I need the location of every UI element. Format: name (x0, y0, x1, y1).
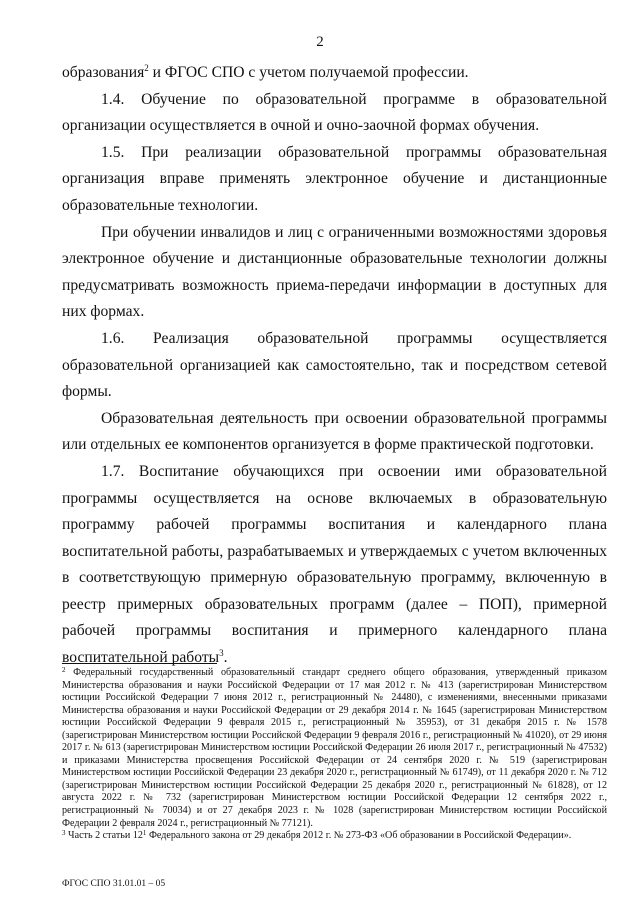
paragraph-1-6: 1.6. Реализация образовательной программы осуществляется образовательной организацией как самостоятельно, так и посредством сетевой формы. (62, 329, 607, 401)
footnote-ref-2[interactable]: 2 (144, 63, 149, 73)
paragraph-1-7 (62, 459, 607, 672)
footnote-2 (62, 667, 607, 830)
paragraph-text: образования (62, 64, 145, 81)
paragraph-1-4: 1.4. Обучение по образовательной программе в образовательной организации осуществляется в очной и очно-заочной формах обучения. (62, 90, 607, 135)
paragraph-disabled-learners: При обучении инвалидов и лиц с ограниченными возможностями здоровья электронное обучение и дистанционные образовательные технологии должны предусматривать возможность приема-передачи информации в доступных для них формах. (62, 223, 607, 321)
footnote-text: Часть 2 статьи 12 (65, 830, 143, 842)
footnote-ref-3[interactable]: 3 (219, 648, 224, 659)
footnote-3 (62, 830, 607, 843)
footnote-text-tail: Федерального закона от 29 декабря 2012 г. № 273-ФЗ «Об образовании в Российской Федерации». (146, 830, 572, 842)
paragraph-1-5: 1.5. При реализации образовательной программы образовательная организация вправе применять электронное обучение и дистанционные образовательные технологии. (62, 143, 607, 214)
paragraph-text-tail: . (223, 649, 228, 667)
body-text (62, 60, 607, 672)
paragraph-text-tail: и ФГОС СПО с учетом получаемой профессии. (148, 64, 469, 81)
footnote-text: Федеральный государственный образовательный стандарт среднего общего образования, утвержденный приказом Министерства образования и науки Российской Федерации от 17 мая 2012 г. № 413 (зарегистрирован Министерством юстиции Российской Федерации 7 июня 2012 г., регистрационный № 24480), с изменениями, внесенными приказами Министерства образования и науки Российской Федерации от 29 декабря 2014 г. № 1645 (зарегистрирован Министерством юстиции Российской Федерации 9 февраля 2015 г., регистрационный № 35953), от 31 декабря 2015 г. № 1578 (зарегистрирован Министерством юстиции Российской Федерации 9 февраля 2016 г., регистрационный № 41020), от 29 июня 2017 г. № 613 (зарегистрирован Министерством юстиции Российской Федерации 26 июля 2017 г., регистрационный № 47532) и приказами Министерства просвещения Российской Федерации от 24 сентября 2020 г. № 519 (зарегистрирован Министерством юстиции Российской Федерации 23 декабря 2020 г., регистрационный № 61749), от 11 декабря 2020 г. № 712 (зарегистрирован Министерством юстиции Российской Федерации 25 декабря 2020 г., регистрационный № 61828), от 12 августа 2022 г. № 732 (зарегистрирован Министерством юстиции Российской Федерации 12 сентября 2022 г., регистрационный № 70034) и от 27 декабря 2023 г. № 1028 (зарегистрирован Министерством юстиции Российской Федерации 2 февраля 2024 г., регистрационный № 77121). (62, 667, 607, 829)
paragraph-text: 1.7. Воспитание обучающихся при освоении ими образовательной программы осуществляется на основе включаемых в образовательную программу рабочей программы воспитания и календарного плана воспитательной работы, разрабатываемых и утверждаемых с учетом включенных в соответствующую примерную образовательную программу, включенную в реестр примерных образовательных программ (далее – ПОП), примерной рабочей программы воспитания и примерного календарного плана воспитательной работы (62, 462, 607, 667)
footnote-mark: 3 (62, 829, 66, 838)
document-code: ФГОС СПО 31.01.01 – 05 (62, 879, 166, 889)
footnote-divider (62, 663, 217, 664)
footnotes (62, 667, 607, 843)
footnote-mark: 2 (62, 666, 66, 674)
page-number: 2 (316, 34, 324, 50)
article-superscript: 1 (142, 829, 147, 838)
paragraph-practical-training: Образовательная деятельность при освоении образовательной программы или отдельных ее компонентов организуется в форме практической подготовки. (62, 409, 607, 454)
paragraph-continuation (62, 60, 607, 87)
